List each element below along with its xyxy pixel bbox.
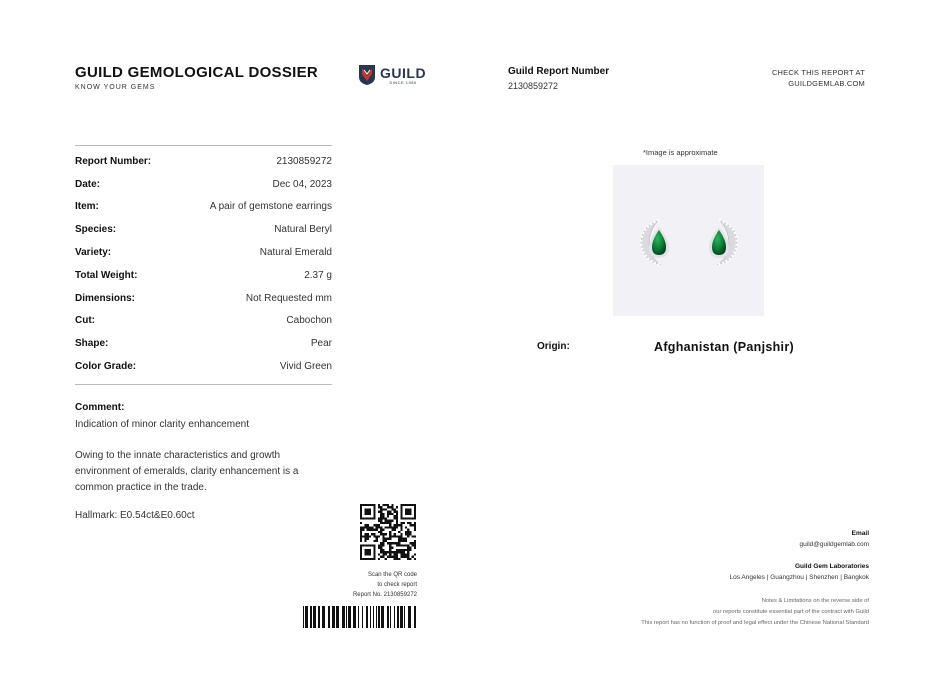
detail-label: Date: <box>75 178 101 190</box>
legal-note-line-1: Notes & Limitations on the reverse side of <box>761 598 869 604</box>
detail-row-shape <box>75 332 332 355</box>
legal-notes <box>641 596 869 629</box>
qr-code[interactable] <box>360 504 416 560</box>
legal-note-line-2: our reports constitute essential part of the contract with Guild <box>713 609 869 615</box>
details-table <box>75 145 332 385</box>
legal-note-line-3: This report has no function of proof and legal effect under the Chinese National Standard <box>641 620 869 626</box>
detail-label: Color Grade: <box>75 361 137 373</box>
detail-value: Cabochon <box>286 315 332 327</box>
detail-value: Natural Emerald <box>259 247 332 259</box>
detail-row-item <box>75 196 332 219</box>
left-earring <box>641 220 669 265</box>
detail-row-date <box>75 173 332 196</box>
document-subtitle: KNOW YOUR GEMS <box>75 84 156 91</box>
email-label: Email <box>851 530 869 537</box>
right-earring <box>709 220 737 265</box>
barcode <box>303 606 417 628</box>
detail-value: Pear <box>310 338 332 350</box>
detail-value: 2.37 g <box>304 269 332 281</box>
email-link[interactable]: guild@guildgemlab.com <box>799 541 869 548</box>
detail-label: Variety: <box>75 247 112 259</box>
comment-text: Indication of minor clarity enhancement <box>75 419 249 430</box>
check-website-link[interactable]: GUILDGEMLAB.COM <box>788 79 865 88</box>
qr-caption-line-2: to check report <box>377 582 417 588</box>
qr-caption-line-1: Scan the QR code <box>367 572 417 578</box>
logo-since: SINCE 1980 <box>389 79 417 85</box>
document-title: GUILD GEMOLOGICAL DOSSIER <box>75 64 319 81</box>
detail-row-species <box>75 218 332 241</box>
lab-name: Guild Gem Laboratories <box>794 563 869 570</box>
comment-paragraph: Owing to the innate characteristics and growth environment of emeralds, clarity enhancement is a common practice in the trade. <box>75 450 299 493</box>
lab-locations: Los Angeles | Guangzhou | Shenzhen | Bangkok <box>729 574 869 581</box>
origin-label: Origin: <box>537 341 570 352</box>
detail-value: Not Requested mm <box>245 292 332 304</box>
qr-report-number: Report No. 2130859272 <box>352 592 417 598</box>
detail-label: Shape: <box>75 338 109 350</box>
report-number-heading-value: 2130859272 <box>508 81 559 91</box>
image-note: *Image is approximate <box>643 148 718 157</box>
origin-value: Afghanistan (Panjshir) <box>654 340 794 354</box>
detail-row-variety <box>75 241 332 264</box>
detail-row-color-grade <box>75 355 332 378</box>
detail-value: Vivid Green <box>279 361 332 373</box>
detail-value: Natural Beryl <box>274 224 332 236</box>
detail-row-report-number <box>75 150 332 173</box>
hallmark-text: Hallmark: E0.54ct&E0.60ct <box>75 510 195 521</box>
detail-label: Dimensions: <box>75 292 136 304</box>
detail-row-total-weight <box>75 264 332 287</box>
earrings-photo <box>613 165 764 316</box>
detail-row-cut <box>75 310 332 333</box>
guild-shield-icon <box>358 64 376 86</box>
logo-wordmark: GUILD <box>380 64 427 81</box>
comment-label: Comment: <box>75 402 125 413</box>
detail-label: Item: <box>75 201 99 213</box>
detail-label: Species: <box>75 224 117 236</box>
detail-row-dimensions <box>75 287 332 310</box>
check-report-notice <box>772 67 865 89</box>
qr-caption <box>338 570 417 600</box>
detail-value: 2130859272 <box>276 155 332 167</box>
report-number-heading: Guild Report Number <box>508 66 610 77</box>
detail-value: A pair of gemstone earrings <box>209 201 332 213</box>
detail-label: Total Weight: <box>75 269 138 281</box>
detail-value: Dec 04, 2023 <box>272 178 332 190</box>
check-line-1: CHECK THIS REPORT AT <box>771 68 865 77</box>
guild-logo <box>358 64 426 86</box>
detail-label: Report Number: <box>75 155 152 167</box>
detail-label: Cut: <box>75 315 95 327</box>
